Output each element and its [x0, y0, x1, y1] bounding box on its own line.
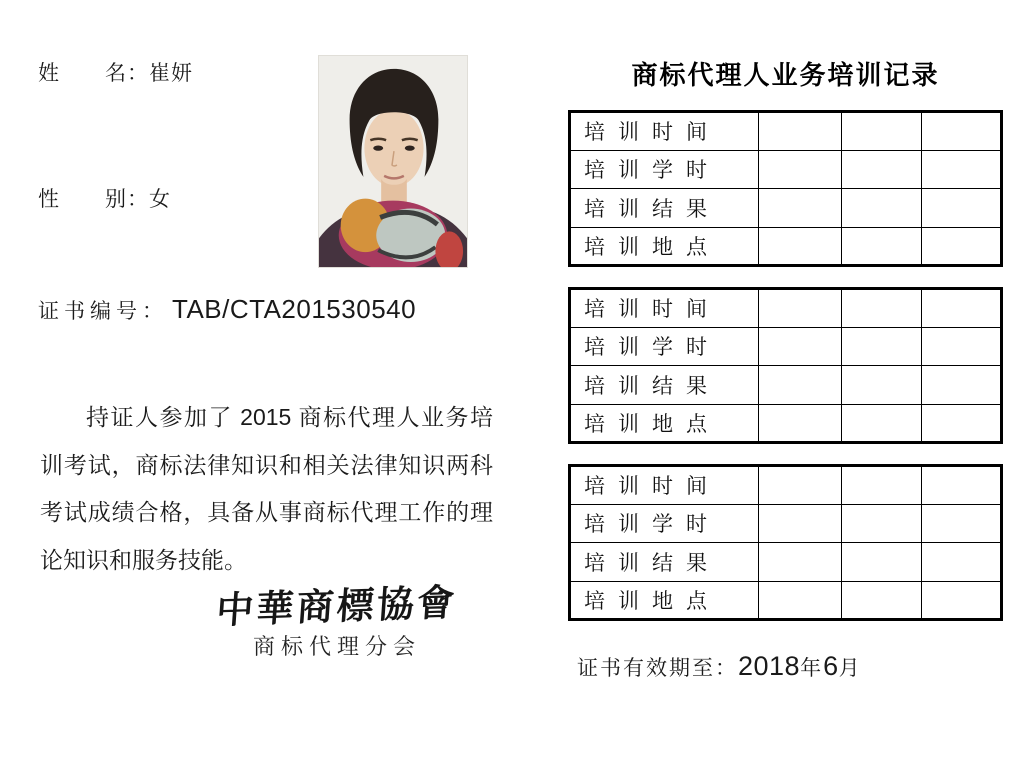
statement-line-1-text-after: 商标代理人业务培 — [291, 405, 494, 430]
validity-year-unit: 年 — [800, 656, 824, 680]
training-table-1 — [568, 110, 1003, 267]
statement-line-1 — [40, 394, 493, 442]
table-row — [570, 289, 1002, 328]
empty-cell — [842, 227, 921, 266]
row-label-training-location: 培训地点 — [570, 581, 759, 620]
table-row — [570, 227, 1002, 266]
empty-cell — [758, 327, 841, 366]
empty-cell — [758, 366, 841, 405]
training-table-2 — [568, 287, 1003, 444]
empty-cell — [842, 543, 921, 582]
empty-cell — [842, 404, 921, 443]
empty-cell — [842, 289, 921, 328]
validity-year: 2018 — [738, 651, 801, 681]
empty-cell — [842, 466, 921, 505]
row-label-training-location: 培训地点 — [570, 227, 759, 266]
table-row — [570, 404, 1002, 443]
validity-line — [577, 651, 862, 682]
row-label-training-time: 培训时间 — [570, 112, 759, 151]
right-eye — [405, 146, 415, 151]
empty-cell — [842, 504, 921, 543]
statement-paragraph — [40, 394, 493, 584]
training-record-title: 商标代理人业务培训记录 — [631, 60, 940, 90]
training-table-3 — [568, 464, 1003, 621]
left-eye — [373, 146, 383, 151]
row-label-training-time: 培训时间 — [570, 466, 759, 505]
certificate-number-value: TAB/CTA201530540 — [172, 294, 417, 324]
empty-cell — [921, 189, 1001, 228]
empty-cell — [921, 543, 1001, 582]
row-label-training-location: 培训地点 — [570, 404, 759, 443]
row-label-training-hours: 培训学时 — [570, 327, 759, 366]
certificate-number — [38, 294, 416, 325]
empty-cell — [921, 289, 1001, 328]
table-row — [570, 504, 1002, 543]
name-field — [38, 57, 193, 87]
empty-cell — [921, 150, 1001, 189]
empty-cell — [758, 289, 841, 328]
statement-line-3: 考试成绩合格，具备从事商标代理工作的理 — [40, 500, 493, 525]
empty-cell — [921, 466, 1001, 505]
empty-cell — [842, 189, 921, 228]
empty-cell — [842, 581, 921, 620]
table-row — [570, 581, 1002, 620]
statement-year: 2015 — [240, 404, 292, 430]
empty-cell — [921, 112, 1001, 151]
table-row — [570, 112, 1002, 151]
empty-cell — [758, 189, 841, 228]
empty-cell — [758, 466, 841, 505]
table-row — [570, 543, 1002, 582]
empty-cell — [921, 227, 1001, 266]
table-row — [570, 327, 1002, 366]
validity-month-unit: 月 — [838, 656, 862, 680]
table-row — [570, 466, 1002, 505]
table-row — [570, 189, 1002, 228]
empty-cell — [921, 366, 1001, 405]
association-branch-name: 商标代理分会 — [252, 634, 421, 659]
validity-label: 证书有效期至： — [577, 656, 738, 680]
empty-cell — [758, 581, 841, 620]
empty-cell — [758, 404, 841, 443]
row-label-training-result: 培训结果 — [570, 543, 759, 582]
empty-cell — [842, 327, 921, 366]
empty-cell — [758, 543, 841, 582]
statement-line-2: 训考试，商标法律知识和相关法律知识两科 — [40, 452, 493, 478]
row-label-training-result: 培训结果 — [570, 189, 759, 228]
association-seal-script: 中華商標協會 — [214, 582, 459, 633]
empty-cell — [758, 227, 841, 266]
empty-cell — [758, 150, 841, 189]
gender-label-second: 别： — [105, 187, 149, 211]
row-label-training-time: 培训时间 — [570, 289, 759, 328]
table-row — [570, 150, 1002, 189]
validity-month: 6 — [823, 651, 839, 681]
gender-label-first: 性 — [38, 187, 60, 211]
gender-field — [38, 183, 171, 213]
gender-value: 女 — [149, 187, 171, 211]
empty-cell — [758, 504, 841, 543]
name-value: 崔妍 — [149, 61, 193, 85]
row-label-training-result: 培训结果 — [570, 366, 759, 405]
row-label-training-hours: 培训学时 — [570, 504, 759, 543]
statement-line-1-text: 持证人参加了 — [86, 405, 241, 430]
portrait-photo — [318, 55, 468, 268]
empty-cell — [842, 150, 921, 189]
empty-cell — [921, 581, 1001, 620]
row-label-training-hours: 培训学时 — [570, 150, 759, 189]
name-label-second: 名： — [105, 61, 149, 85]
certificate-number-label: 证书编号： — [38, 299, 168, 323]
portrait-photo-drawing — [319, 56, 467, 267]
empty-cell — [842, 366, 921, 405]
empty-cell — [921, 504, 1001, 543]
statement-line-4: 论知识和服务技能。 — [40, 547, 247, 573]
name-label-first: 姓 — [38, 61, 60, 85]
table-row — [570, 366, 1002, 405]
empty-cell — [921, 327, 1001, 366]
empty-cell — [921, 404, 1001, 443]
empty-cell — [842, 112, 921, 151]
empty-cell — [758, 112, 841, 151]
